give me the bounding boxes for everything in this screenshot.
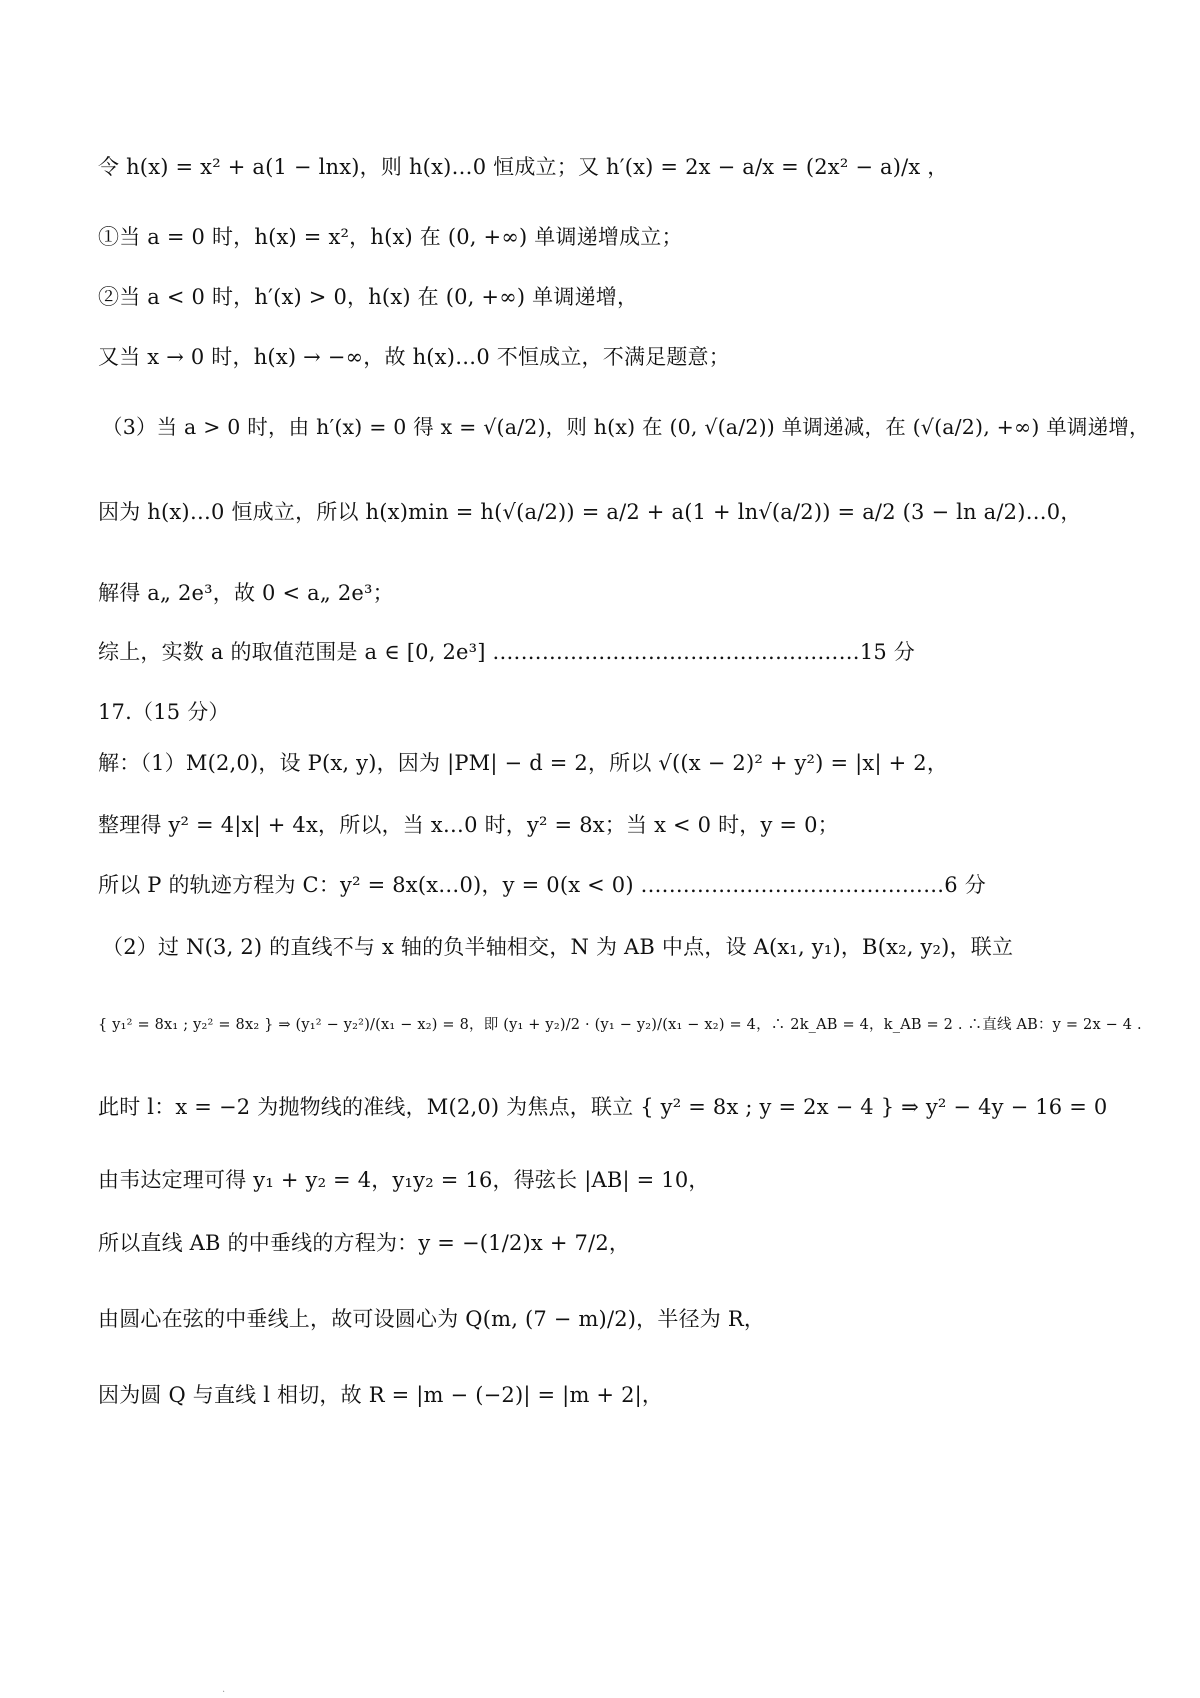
text-line: 因为 h(x)…0 恒成立，所以 h(x)min = h(√(a/2)) = a/2 + a(1 + ln√(a/2)) = a/2 (3 − ln a/2)…0， [98,500,1082,524]
text-line: 整理得 y² = 4|x| + 4x，所以，当 x…0 时，y² = 8x；当 x < 0 时，y = 0； [98,813,839,837]
text-line: 解得 a„ 2e³，故 0 < a„ 2e³； [98,581,394,605]
text-line: （2）过 N(3, 2) 的直线不与 x 轴的负半轴相交，N 为 AB 中点，设 A(x₁, y₁)，B(x₂, y₂)，联立 [102,935,1014,959]
section-heading: 17.（15 分） [98,700,230,724]
text-line: 综上，实数 a 的取值范围是 a ∈ [0, 2e³] .……………………………………………15 分 [98,640,916,664]
text-line: 由圆心在弦的中垂线上，故可设圆心为 Q(m, (7 − m)/2)，半径为 R， [98,1307,766,1331]
text-line: 由韦达定理可得 y₁ + y₂ = 4，y₁y₂ = 16，得弦长 |AB| = 10， [98,1168,710,1192]
text-line: ①当 a = 0 时，h(x) = x²，h(x) 在 (0, +∞) 单调递增成立； [98,225,683,249]
text-line: （3）当 a > 0 时，由 h′(x) = 0 得 x = √(a/2)，则 h(x) 在 (0, √(a/2)) 单调递减，在 (√(a/2), +∞) 单调递增， [102,415,1150,439]
text-line: ②当 a < 0 时，h′(x) > 0，h(x) 在 (0, +∞) 单调递增， [98,285,639,309]
text-line: { y₁² = 8x₁ ; y₂² = 8x₂ } ⇒ (y₁² − y₂²)/(x₁ − x₂) = 8，即 (y₁ + y₂)/2 · (y₁ − y₂)/(x₁ − x₂) = 4，∴ 2k_AB = 4，k_AB = 2 . ∴直线 AB：y = 2x − 4 . [98,1017,1142,1033]
text-line: 解：（1）M(2,0)，设 P(x, y)，因为 |PM| − d = 2，所以 √((x − 2)² + y²) = |x| + 2， [98,751,949,775]
text-line: 又当 x → 0 时，h(x) → −∞，故 h(x)…0 不恒成立，不满足题意； [98,345,730,369]
text-line: 所以 P 的轨迹方程为 C：y² = 8x(x…0)，y = 0(x < 0) .……………………………………6 分 [98,873,986,897]
text-line: 此时 l：x = −2 为抛物线的准线，M(2,0) 为焦点，联立 { y² = 8x ; y = 2x − 4 } ⇒ y² − 4y − 16 = 0 [98,1095,1108,1119]
text-line: 令 h(x) = x² + a(1 − lnx)，则 h(x)…0 恒成立；又 h′(x) = 2x − a/x = (2x² − a)/x ， [98,155,949,179]
footer-mark: . [222,1684,229,1695]
text-line: 所以直线 AB 的中垂线的方程为：y = −(1/2)x + 7/2， [98,1231,631,1255]
text-line: 因为圆 Q 与直线 l 相切，故 R = |m − (−2)| = |m + 2|， [98,1383,664,1407]
